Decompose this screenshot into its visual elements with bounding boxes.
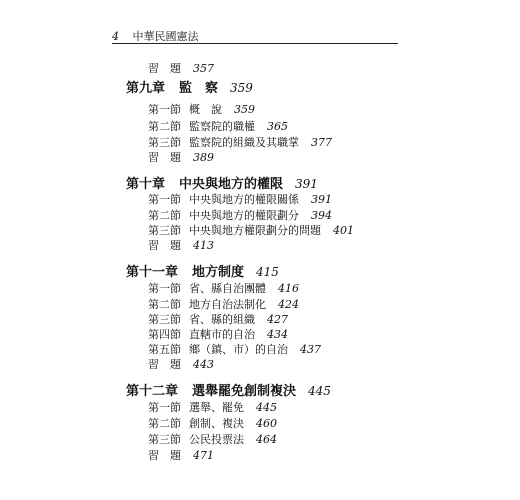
entry-page-number: 460 [256,417,277,430]
entry-label: 第二節 [148,417,181,430]
entry-page-number: 427 [267,313,288,326]
entry-page-number: 359 [230,81,253,95]
section-entry [148,341,321,357]
section-entry [148,311,288,327]
section-entry [148,399,277,415]
entry-label: 第二節 [148,120,181,133]
header-rule [112,43,398,44]
exercise-entry [148,149,214,165]
entry-page-number: 437 [300,343,321,356]
entry-label: 習 題 [148,449,181,462]
header-page-number: 4 [112,30,119,43]
exercise-entry [148,60,214,76]
entry-title: 地方自治法制化 [189,298,266,311]
entry-page-number: 357 [193,62,214,75]
entry-title: 中央與地方的權限劃分 [189,209,299,222]
entry-title: 選舉、罷免 [189,401,244,414]
section-entry [148,280,299,296]
header-book-title: 中華民國憲法 [132,30,199,43]
entry-title: 省、縣自治團體 [189,282,266,295]
entry-page-number: 377 [311,136,332,149]
entry-title: 監 察 [179,81,219,96]
entry-page-number: 445 [256,401,277,414]
entry-title: 概 說 [189,103,222,116]
entry-label: 第一節 [148,193,181,206]
entry-label: 習 題 [148,62,181,75]
section-entry [148,296,299,312]
chapter-entry [126,380,331,399]
entry-title: 監察院的組織及其職掌 [189,136,299,149]
entry-page-number: 391 [311,193,332,206]
section-entry [148,222,354,238]
entry-page-number: 464 [256,433,277,446]
entry-page-number: 424 [278,298,299,311]
section-entry [148,101,255,117]
running-header [112,28,199,44]
chapter-entry [126,261,279,280]
entry-label: 第十一章 [126,265,179,280]
entry-title: 省、縣的組織 [189,313,255,326]
entry-title: 公民投票法 [189,433,244,446]
entry-page-number: 391 [295,177,318,191]
entry-label: 第十二章 [126,384,179,399]
entry-label: 習 題 [148,239,181,252]
entry-title: 監察院的職權 [189,120,255,133]
section-entry [148,326,288,342]
chapter-entry [126,77,253,96]
entry-label: 習 題 [148,151,181,164]
entry-page-number: 401 [333,224,354,237]
entry-title: 地方制度 [192,265,245,280]
chapter-entry [126,173,318,192]
exercise-entry [148,237,214,253]
section-entry [148,415,277,431]
entry-label: 第三節 [148,433,181,446]
entry-page-number: 359 [234,103,255,116]
entry-label: 第二節 [148,298,181,311]
entry-title: 中央與地方權限劃分的問題 [189,224,321,237]
entry-label: 第三節 [148,224,181,237]
entry-title: 中央與地方的權限 [179,177,284,192]
entry-label: 第一節 [148,401,181,414]
entry-title: 中央與地方的權限關係 [189,193,299,206]
entry-label: 第二節 [148,209,181,222]
entry-label: 第十章 [126,177,166,192]
entry-page-number: 445 [308,384,331,398]
entry-page-number: 415 [256,265,279,279]
section-entry [148,134,332,150]
section-entry [148,118,288,134]
entry-page-number: 471 [193,449,214,462]
section-entry [148,431,277,447]
exercise-entry [148,356,214,372]
entry-label: 第五節 [148,343,181,356]
entry-label: 第四節 [148,328,181,341]
entry-page-number: 389 [193,151,214,164]
section-entry [148,191,332,207]
entry-page-number: 434 [267,328,288,341]
entry-label: 第三節 [148,313,181,326]
entry-page-number: 416 [278,282,299,295]
entry-page-number: 394 [311,209,332,222]
entry-title: 創制、複決 [189,417,244,430]
entry-label: 習 題 [148,358,181,371]
entry-page-number: 413 [193,239,214,252]
exercise-entry [148,447,214,463]
entry-page-number: 443 [193,358,214,371]
entry-title: 直轄市的自治 [189,328,255,341]
entry-label: 第一節 [148,103,181,116]
entry-label: 第九章 [126,81,166,96]
entry-label: 第三節 [148,136,181,149]
section-entry [148,207,332,223]
entry-page-number: 365 [267,120,288,133]
entry-title: 鄉（鎮、市）的自治 [189,343,288,356]
entry-label: 第一節 [148,282,181,295]
entry-title: 選舉罷免創制複決 [192,384,297,399]
